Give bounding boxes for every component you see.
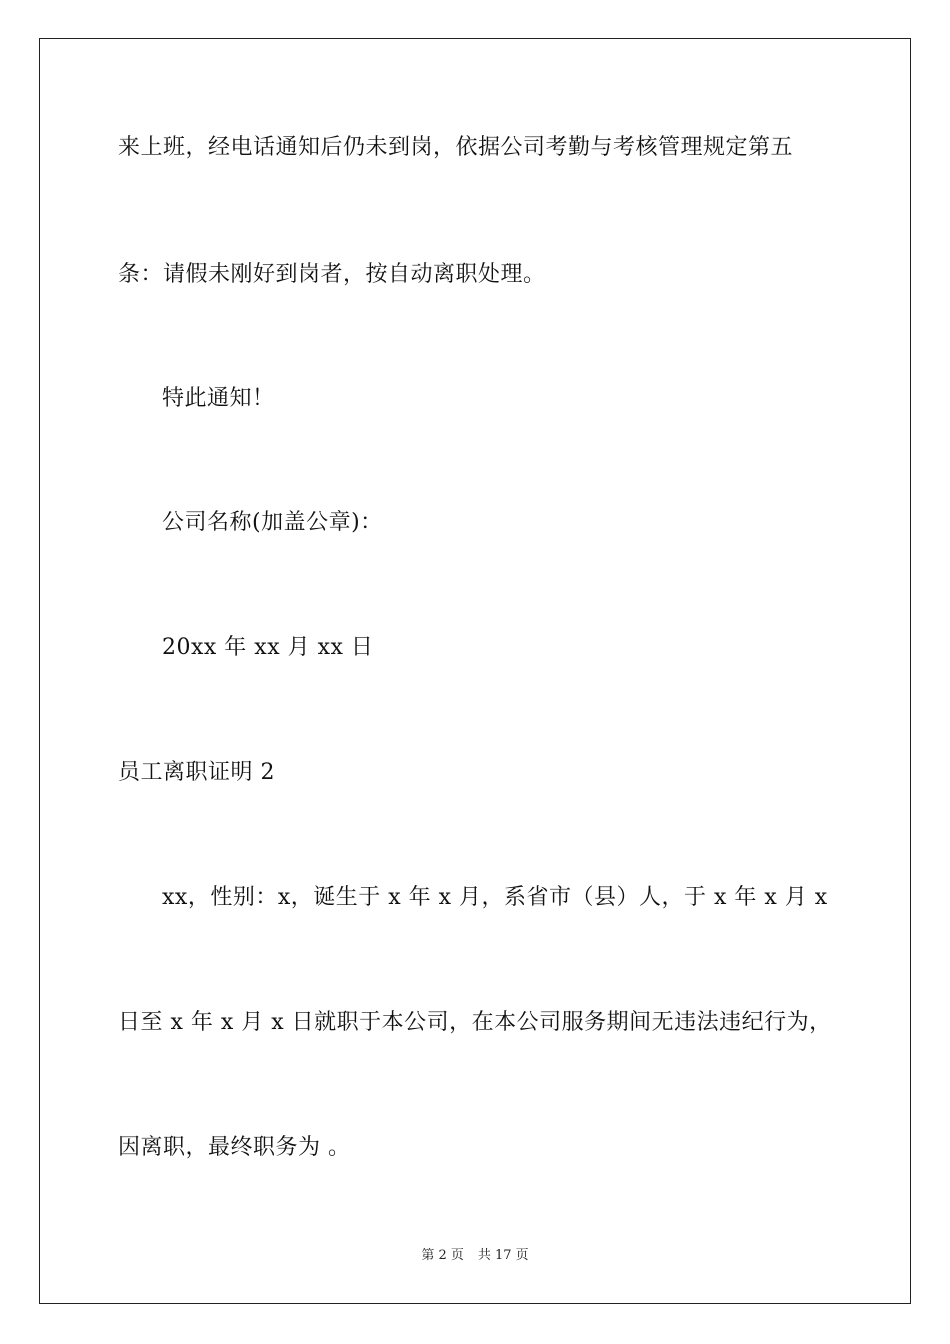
certificate-line-1: xx，性别：x，诞生于 x 年 x 月，系省市（县）人，于 x 年 x 月 x [162,885,828,910]
body-line-1: 来上班，经电话通知后仍未到岗，依据公司考勤与考核管理规定第五 [118,135,794,160]
page-number: 第 2 页 [421,1248,464,1263]
date-line: 20xx 年 xx 月 xx 日 [162,635,374,660]
page-footer [0,1247,950,1265]
notice-closing: 特此通知！ [162,386,275,411]
certificate-line-3: 因离职，最终职务为 。 [118,1135,351,1160]
body-line-2: 条：请假未刚好到岗者，按自动离职处理。 [118,262,546,287]
page-border [39,38,911,1304]
section-title: 员工离职证明 2 [118,760,275,785]
certificate-line-2: 日至 x 年 x 月 x 日就职于本公司，在本公司服务期间无违法违纪行为， [118,1010,832,1035]
page-total: 共 17 页 [477,1248,529,1263]
company-signature: 公司名称(加盖公章)： [162,510,383,535]
